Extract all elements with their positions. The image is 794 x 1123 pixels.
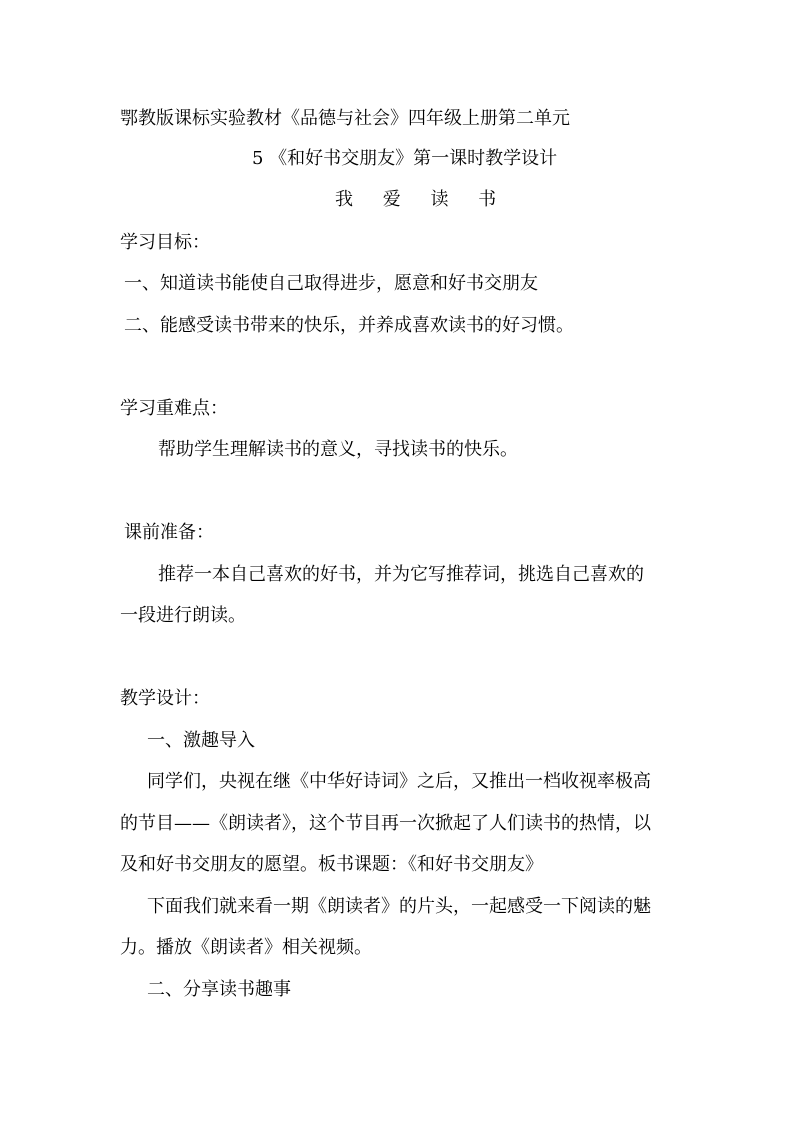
paragraph-1-line-1: 同学们，央视在继《中华好诗词》之后，又推出一档收视率极高 xyxy=(147,771,651,792)
keypoints-heading: 学习重难点： xyxy=(120,398,228,419)
keypoints-text: 帮助学生理解读书的意义，寻找读书的快乐。 xyxy=(158,439,518,460)
paragraph-2-line-2: 力。播放《朗读者》相关视频。 xyxy=(120,937,372,958)
section-1-title: 一、激趣导入 xyxy=(147,730,255,751)
paragraph-1-line-3: 及和好书交朋友的愿望。板书课题：《和好书交朋友》 xyxy=(120,854,543,875)
preparation-line-1: 推荐一本自己喜欢的好书，并为它写推荐词，挑选自己喜欢的 xyxy=(158,564,644,585)
objectives-heading: 学习目标： xyxy=(120,232,210,253)
paragraph-1-line-2: 的节目——《朗读者》，这个节目再一次掀起了人们读书的热情，以 xyxy=(120,813,651,834)
objective-item-2: 二、能感受读书带来的快乐，并养成喜欢读书的好习惯。 xyxy=(124,315,574,336)
preparation-heading: 课前准备： xyxy=(124,522,214,543)
paragraph-2-line-1: 下面我们就来看一期《朗读者》的片头，一起感受一下阅读的魅 xyxy=(147,896,651,917)
objective-item-1: 一、知道读书能使自己取得进步，愿意和好书交朋友 xyxy=(124,273,538,294)
lesson-title: 我 爱 读 书 xyxy=(335,189,509,210)
section-2-title: 二、分享读书趣事 xyxy=(147,979,291,1000)
design-heading: 教学设计： xyxy=(120,688,210,709)
preparation-line-2: 一段进行朗读。 xyxy=(120,605,246,626)
header-line-1: 鄂教版课标实验教材《品德与社会》四年级上册第二单元 xyxy=(120,108,570,129)
header-line-2: 5 《和好书交朋友》第一课时教学设计 xyxy=(252,148,558,169)
